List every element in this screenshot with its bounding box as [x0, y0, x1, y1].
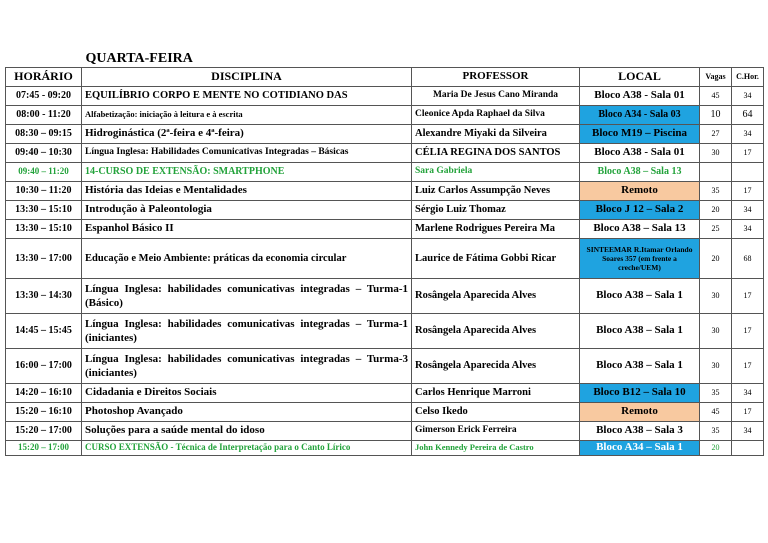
row-location: Remoto — [580, 181, 700, 200]
row-vacancies: 10 — [700, 105, 732, 124]
row-hours: 34 — [732, 200, 764, 219]
header-hours: C.Hor. — [732, 67, 764, 86]
row-discipline: Hidroginástica (2ª-feira e 4ª-feira) — [82, 124, 412, 143]
header-discipline: DISCIPLINA — [82, 67, 412, 86]
row-time: 08:30 – 09:15 — [6, 124, 82, 143]
row-time: 10:30 – 11:20 — [6, 181, 82, 200]
row-time: 14:45 – 15:45 — [6, 313, 82, 348]
table-row — [6, 348, 764, 383]
row-hours: 34 — [732, 124, 764, 143]
table-row — [6, 181, 764, 200]
row-location: Remoto — [580, 402, 700, 421]
row-discipline: Soluções para a saúde mental do idoso — [82, 421, 412, 440]
row-professor: Alexandre Miyaki da Silveira — [412, 124, 580, 143]
row-location: Bloco A38 – Sala 3 — [580, 421, 700, 440]
row-location: Bloco B12 – Sala 10 — [580, 383, 700, 402]
row-location: Bloco A38 - Sala 01 — [580, 143, 700, 162]
row-discipline: Alfabetização: iniciação à leitura e à escrita — [82, 105, 412, 124]
row-time: 13:30 – 15:10 — [6, 219, 82, 238]
row-location: Bloco A38 - Sala 01 — [580, 86, 700, 105]
row-location: Bloco A34 – Sala 1 — [580, 440, 700, 455]
row-discipline: 14-CURSO DE EXTENSÃO: SMARTPHONE — [82, 162, 412, 181]
row-location: Bloco A38 – Sala 13 — [580, 162, 700, 181]
row-location: Bloco A38 – Sala 1 — [580, 348, 700, 383]
row-time: 15:20 – 17:00 — [6, 421, 82, 440]
table-row — [6, 200, 764, 219]
row-discipline: Cidadania e Direitos Sociais — [82, 383, 412, 402]
row-discipline: CURSO EXTENSÃO - Técnica de Interpretação para o Canto Lírico — [82, 440, 412, 455]
row-professor: Maria De Jesus Cano Miranda — [412, 86, 580, 105]
row-discipline: Educação e Meio Ambiente: práticas da economia circular — [82, 238, 412, 278]
row-hours — [732, 162, 764, 181]
row-time: 13:30 – 15:10 — [6, 200, 82, 219]
row-time: 14:20 – 16:10 — [6, 383, 82, 402]
row-discipline: Photoshop Avançado — [82, 402, 412, 421]
table-row — [6, 421, 764, 440]
row-vacancies: 45 — [700, 402, 732, 421]
table-row — [6, 219, 764, 238]
row-location: Bloco A38 – Sala 1 — [580, 313, 700, 348]
row-hours: 17 — [732, 143, 764, 162]
table-row — [6, 124, 764, 143]
row-time: 15:20 – 16:10 — [6, 402, 82, 421]
row-vacancies: 20 — [700, 440, 732, 455]
row-hours: 17 — [732, 278, 764, 313]
title-row — [6, 51, 764, 67]
row-hours: 68 — [732, 238, 764, 278]
row-hours: 17 — [732, 402, 764, 421]
row-time: 13:30 – 14:30 — [6, 278, 82, 313]
schedule-sheet — [5, 51, 763, 456]
header-professor: PROFESSOR — [412, 67, 580, 86]
row-professor: Rosângela Aparecida Alves — [412, 313, 580, 348]
header-row — [6, 67, 764, 86]
row-time: 16:00 – 17:00 — [6, 348, 82, 383]
row-vacancies: 35 — [700, 383, 732, 402]
row-hours: 34 — [732, 86, 764, 105]
row-professor: John Kennedy Pereira de Castro — [412, 440, 580, 455]
row-professor: Marlene Rodrigues Pereira Ma — [412, 219, 580, 238]
row-professor: Gimerson Erick Ferreira — [412, 421, 580, 440]
row-discipline: Língua Inglesa: Habilidades Comunicativas Integradas – Básicas — [82, 143, 412, 162]
row-professor: Rosângela Aparecida Alves — [412, 348, 580, 383]
row-vacancies: 45 — [700, 86, 732, 105]
row-hours: 17 — [732, 348, 764, 383]
day-title: QUARTA-FEIRA — [82, 51, 764, 67]
row-location: Bloco A34 - Sala 03 — [580, 105, 700, 124]
row-professor: Sérgio Luiz Thomaz — [412, 200, 580, 219]
row-professor: Celso Ikedo — [412, 402, 580, 421]
row-time: 07:45 - 09:20 — [6, 86, 82, 105]
table-row — [6, 238, 764, 278]
table-row — [6, 162, 764, 181]
row-time: 09:40 – 10:30 — [6, 143, 82, 162]
row-discipline: EQUILÍBRIO CORPO E MENTE NO COTIDIANO DAS — [82, 86, 412, 105]
row-professor: Luiz Carlos Assumpção Neves — [412, 181, 580, 200]
schedule-table — [5, 51, 764, 456]
header-vacancies: Vagas — [700, 67, 732, 86]
table-row — [6, 143, 764, 162]
row-vacancies: 25 — [700, 219, 732, 238]
row-vacancies: 27 — [700, 124, 732, 143]
row-discipline: Espanhol Básico II — [82, 219, 412, 238]
row-time: 13:30 – 17:00 — [6, 238, 82, 278]
row-vacancies — [700, 162, 732, 181]
header-time: HORÁRIO — [6, 67, 82, 86]
row-discipline: Língua Inglesa: habilidades comunicativas integradas – Turma-3 (iniciantes) — [82, 348, 412, 383]
row-discipline: Língua Inglesa: habilidades comunicativas integradas – Turma-1 (iniciantes) — [82, 313, 412, 348]
row-time: 09:40 – 11:20 — [6, 162, 82, 181]
row-vacancies: 30 — [700, 348, 732, 383]
row-location: SINTEEMAR R.Itamar Orlando Soares 357 (em frente a creche/UEM) — [580, 238, 700, 278]
row-time: 15:20 – 17:00 — [6, 440, 82, 455]
table-row — [6, 278, 764, 313]
table-row — [6, 383, 764, 402]
header-location: LOCAL — [580, 67, 700, 86]
row-vacancies: 30 — [700, 278, 732, 313]
row-professor: Rosângela Aparecida Alves — [412, 278, 580, 313]
row-professor: Laurice de Fátima Gobbi Ricar — [412, 238, 580, 278]
row-hours: 34 — [732, 421, 764, 440]
row-hours: 17 — [732, 181, 764, 200]
row-hours: 34 — [732, 219, 764, 238]
row-vacancies: 20 — [700, 238, 732, 278]
table-row — [6, 105, 764, 124]
row-professor: Cleonice Apda Raphael da Silva — [412, 105, 580, 124]
row-discipline: Língua Inglesa: habilidades comunicativas integradas – Turma-1 (Básico) — [82, 278, 412, 313]
row-vacancies: 35 — [700, 181, 732, 200]
row-location: Bloco J 12 – Sala 2 — [580, 200, 700, 219]
row-discipline: História das Ideias e Mentalidades — [82, 181, 412, 200]
row-hours: 34 — [732, 383, 764, 402]
row-time: 08:00 - 11:20 — [6, 105, 82, 124]
row-hours — [732, 440, 764, 455]
row-location: Bloco A38 – Sala 1 — [580, 278, 700, 313]
row-hours: 17 — [732, 313, 764, 348]
row-discipline: Introdução à Paleontologia — [82, 200, 412, 219]
row-professor: Carlos Henrique Marroni — [412, 383, 580, 402]
table-row — [6, 313, 764, 348]
row-hours: 64 — [732, 105, 764, 124]
row-professor: Sara Gabriela — [412, 162, 580, 181]
row-vacancies: 30 — [700, 313, 732, 348]
row-location: Bloco A38 – Sala 13 — [580, 219, 700, 238]
row-vacancies: 35 — [700, 421, 732, 440]
table-row — [6, 402, 764, 421]
row-vacancies: 20 — [700, 200, 732, 219]
table-row — [6, 440, 764, 455]
row-vacancies: 30 — [700, 143, 732, 162]
row-professor: CÉLIA REGINA DOS SANTOS — [412, 143, 580, 162]
table-row — [6, 86, 764, 105]
row-location: Bloco M19 – Piscina — [580, 124, 700, 143]
